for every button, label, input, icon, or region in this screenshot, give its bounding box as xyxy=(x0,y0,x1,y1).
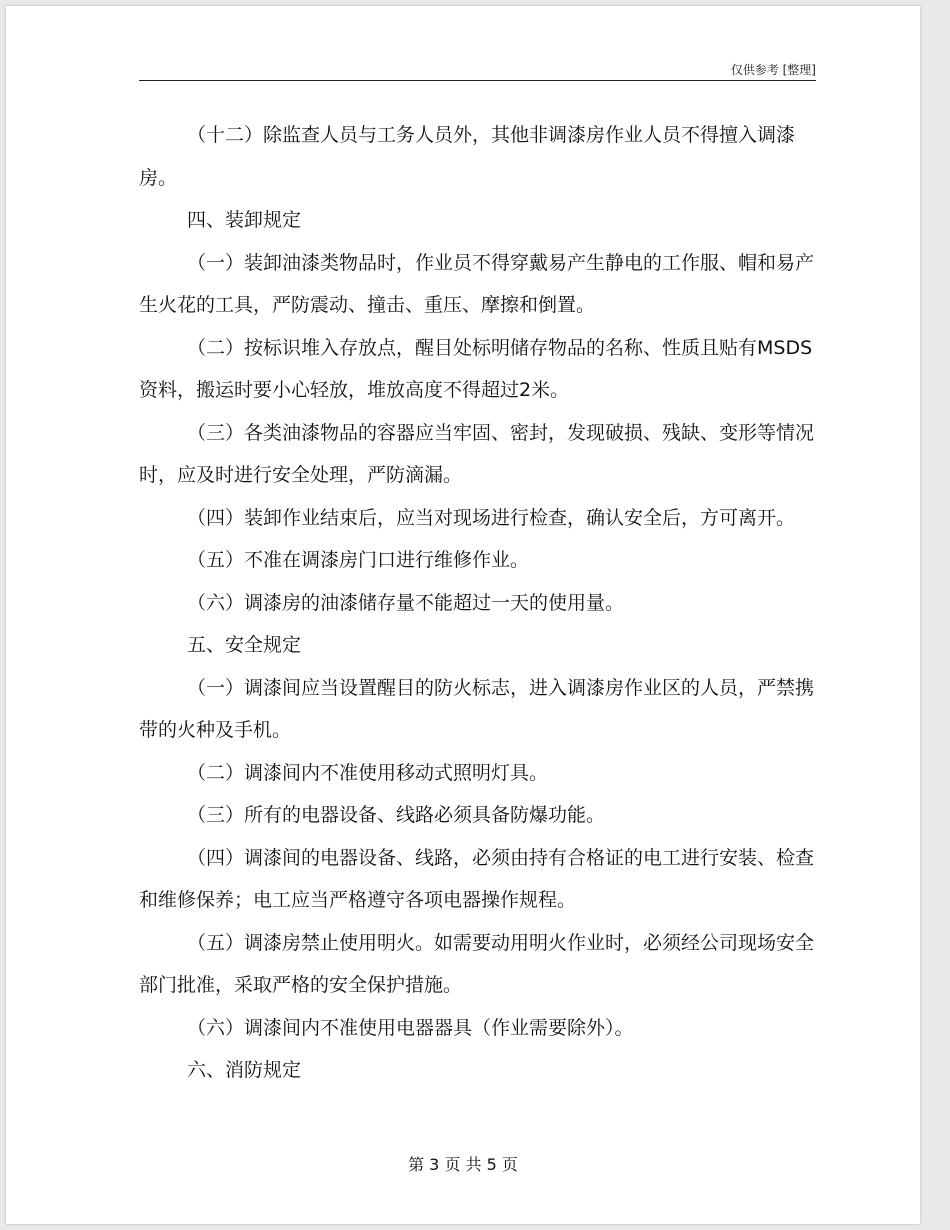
section-heading-safety: 五、安全规定 xyxy=(187,634,302,656)
paragraph-loading-2: （二）按标识堆入存放点，醒目处标明储存物品的名称、性质且贴有MSDS资料，搬运时要小心轻放，堆放高度不得超过2米。 xyxy=(139,336,813,401)
paragraph-loading-1: （一）装卸油漆类物品时，作业员不得穿戴易产生静电的工作服、帽和易产生火花的工具，严防震动、撞击、重压、摩擦和倒置。 xyxy=(139,251,815,316)
section-heading-loading: 四、装卸规定 xyxy=(187,209,302,231)
section-heading-fire: 六、消防规定 xyxy=(187,1059,302,1081)
paragraph-safety-5: （五）调漆房禁止使用明火。如需要动用明火作业时，必须经公司现场安全部门批准，采取严格的安全保护措施。 xyxy=(139,931,815,996)
paragraph-safety-1: （一）调漆间应当设置醒目的防火标志，进入调漆房作业区的人员，严禁携带的火种及手机。 xyxy=(139,676,815,741)
page-footer xyxy=(6,1152,920,1175)
paragraph-safety-2: （二）调漆间内不准使用移动式照明灯具。 xyxy=(187,761,549,784)
paragraph-loading-3: （三）各类油漆物品的容器应当牢固、密封，发现破损、残缺、变形等情况时，应及时进行安全处理，严防滴漏。 xyxy=(139,421,815,486)
document-page xyxy=(6,6,920,1224)
header-note: 仅供参考 [整理] xyxy=(730,63,816,77)
page-header xyxy=(139,58,816,81)
paragraph-loading-6: （六）调漆房的油漆储存量不能超过一天的使用量。 xyxy=(187,591,625,614)
paragraph-loading-5: （五）不准在调漆房门口进行维修作业。 xyxy=(187,549,530,571)
paragraph-safety-3: （三）所有的电器设备、线路必须具备防爆功能。 xyxy=(187,804,606,826)
paragraph-rule-12: （十二）除监查人员与工务人员外，其他非调漆房作业人员不得擅入调漆房。 xyxy=(139,124,796,189)
page-number: 第 3 页 共 5 页 xyxy=(408,1155,518,1174)
paragraph-safety-6: （六）调漆间内不准使用电器器具（作业需要除外）。 xyxy=(187,1016,634,1039)
document-body xyxy=(139,114,819,1092)
paragraph-loading-4: （四）装卸作业结束后，应当对现场进行检查，确认安全后，方可离开。 xyxy=(187,506,796,529)
paragraph-safety-4: （四）调漆间的电器设备、线路，必须由持有合格证的电工进行安装、检查和维修保养；电工应当严格遵守各项电器操作规程。 xyxy=(139,846,815,911)
